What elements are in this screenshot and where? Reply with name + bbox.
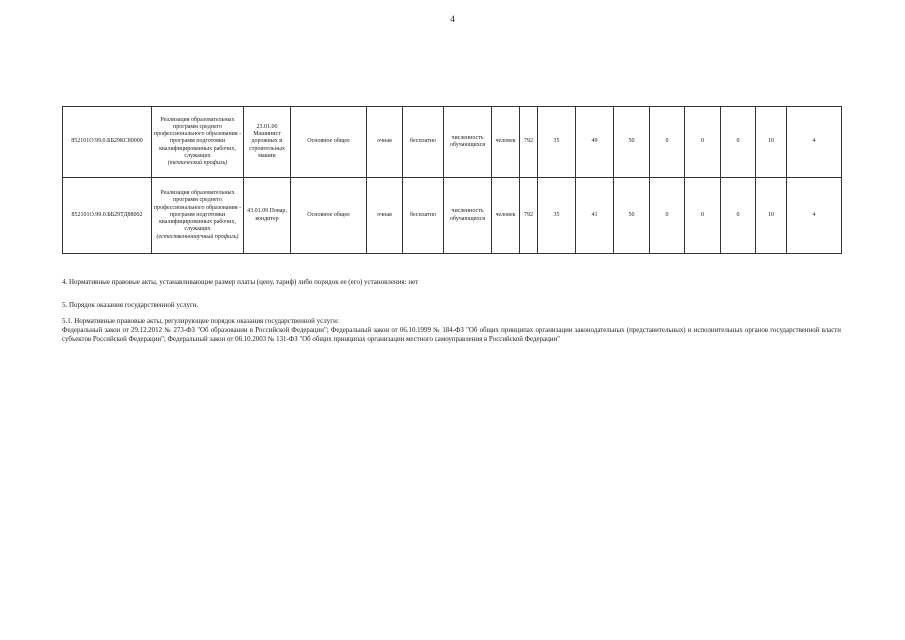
value-cell: 50 [614,178,650,254]
section-5-heading: 5. Порядок оказания государственной услуги. [62,301,199,309]
value-cell: 0 [721,178,756,254]
value-cell: 4 [787,178,842,254]
section-4-text: 4. Нормативные правовые акты, устанавливающие размер платы (цену, тариф) либо порядок ее (его) установления: нет [62,278,419,286]
study-form: очная [367,178,403,254]
section-5-1-heading: 5.1. Нормативные правовые акты, регулирующие порядок оказания государственной услуги: [62,317,339,325]
indicator-name: численность обучающихся [444,107,492,178]
service-volume-table [62,106,842,254]
value-cell: 10 [756,107,787,178]
indicator-name: численность обучающихся [444,178,492,254]
value-cell: 0 [721,107,756,178]
payment-type: бесплатно [403,107,444,178]
education-level: Основное общее [291,107,367,178]
registry-code: 852101О.99.0.ББ29ТД88002 [63,178,152,254]
legal-acts-text: Федеральный закон от 29.12.2012 № 273-ФЗ "Об образовании в Российской Федерации"; Федеральный закон от 06.10.1999 № 184-ФЗ "Об общих принципах организации законодательных (представительных) и исполнительных органов государственной власти субъектов Российской Федерации"; Федеральный закон от 06.10.2003 № 131-ФЗ "Об общих принципах организации местного самоуправления в Российской Федерации" [62,327,841,343]
table-row [63,178,842,254]
table-row [63,107,842,178]
value-cell: 10 [756,178,787,254]
value-cell: 49 [576,107,614,178]
value-cell: 35 [538,178,576,254]
value-cell: 0 [650,178,685,254]
unit-name: человек [492,107,520,178]
program-name: Реализация образовательных программ среднего профессионального образования - программ подготовки квалифицированных рабочих, служащих (технический профиль) [152,107,244,178]
unit-name: человек [492,178,520,254]
value-cell: 0 [685,178,721,254]
value-cell: 0 [685,107,721,178]
page-number: 4 [450,14,455,24]
okei-code: 792 [520,178,538,254]
education-level: Основное общее [291,178,367,254]
value-cell: 50 [614,107,650,178]
payment-type: бесплатно [403,178,444,254]
registry-code: 852101О.99.0.ББ29КС80000 [63,107,152,178]
value-cell: 41 [576,178,614,254]
study-form: очная [367,107,403,178]
profession-cell: 43.01.09 Повар, кондитер [244,178,291,254]
legal-acts-paragraph [62,326,841,344]
value-cell: 35 [538,107,576,178]
value-cell: 4 [787,107,842,178]
program-name: Реализация образовательных программ среднего профессионального образования - программ подготовки квалифицированных рабочих, служащих (естественнонаучный профиль) [152,178,244,254]
okei-code: 792 [520,107,538,178]
value-cell: 0 [650,107,685,178]
profession-cell: 23.01.06 Машинист дорожных и строительных машин [244,107,291,178]
